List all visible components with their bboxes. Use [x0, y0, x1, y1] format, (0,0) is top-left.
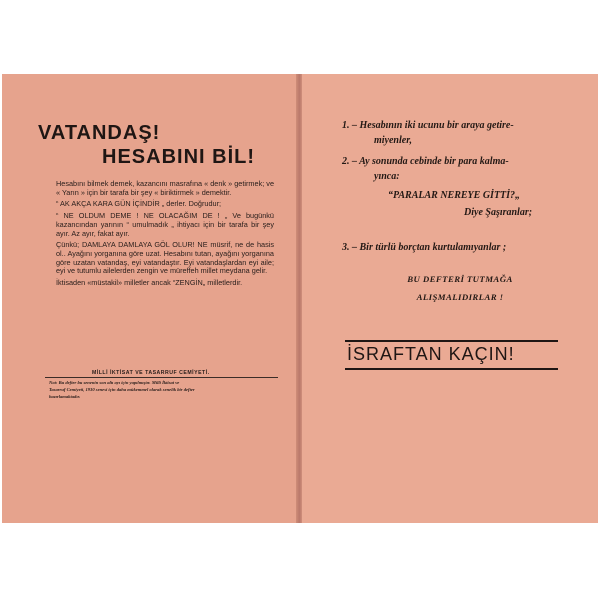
footnote-line-1: Not: Bu defter bu senenin son altı ayı için yapılmıştır. Milli İktisat ve: [49, 380, 180, 385]
item-3-number: 3. –: [342, 242, 357, 253]
item-1-line-2: miyenler,: [374, 135, 413, 146]
title-line-1: VATANDAŞ!: [38, 122, 161, 144]
item-2-line-1: Ay sonunda cebinde bir para kalma-: [359, 156, 509, 167]
left-page: [2, 74, 297, 523]
item-2-line-2: yınca:: [374, 171, 400, 182]
title-line-2: HESABINI BİL!: [102, 146, 255, 168]
right-page: [302, 74, 598, 523]
booklet-spread: [2, 74, 598, 523]
paragraph-1: Hesabını bilmek demek, kazancını masrafına « denk » getirmek; ve « Yarın » için bir tarafa bir şey « biriktirmek » demektir.: [56, 179, 274, 197]
slogan-rule-bottom: [345, 368, 558, 370]
paragraph-2: “ AK AKÇA KARA GÜN İÇİNDİR „ derler. Doğrudur;: [56, 199, 222, 209]
paragraph-5: İktisaden «müstakil» milletler ancak “ZENGİN„ milletlerdir.: [56, 278, 243, 288]
diye-text: Diye Şaşıranlar;: [464, 207, 533, 218]
slogan: İSRAFTAN KAÇIN!: [347, 344, 515, 364]
defter-line-2: ALIŞMALIDIRLAR !: [416, 292, 504, 302]
list-item-3: [342, 240, 586, 255]
defter-line-1: BU DEFTERİ TUTMAĞA: [407, 274, 513, 284]
paragraph-4: Çünkü; DAMLAYA DAMLAYA GÖL OLUR! NE müsrif, ne de hasis ol.. Ayağını yorganına göre uzat. Hesabını tutan, ayağını yorganına göre uzatan vatandaş, eyi vatandaştır. Eyi vatandaşlardan eyi aile; eyi ve tutumlu ailelerden zengin ve müreffeh millet meydana gelir.: [56, 240, 274, 276]
body-text: [56, 180, 274, 291]
society-name: MİLLİ İKTİSAT VE TASARRUF CEMİYETİ.: [92, 370, 210, 376]
list-item-1: [342, 118, 578, 148]
item-1-number: 1. –: [342, 120, 357, 131]
footnote-line-3: hazırlamaktadır.: [49, 393, 81, 399]
item-1-line-1: Hesabının iki ucunu bir araya getire-: [359, 120, 514, 131]
slogan-rule-top: [345, 340, 558, 342]
paralar-quote: “PARALAR NEREYE GİTTİ?„: [388, 190, 521, 201]
divider: [45, 377, 278, 378]
paragraph-3: “ NE OLDUM DEME ! NE OLACAĞIM DE ! „ Ve bugünkü kazancından yarının “ umulmadık „ ihtiyacı için bir tarafa bir şey ayır. Az ayır, fakat ayır.: [56, 211, 274, 238]
item-3-text: Bir türlü borçtan kurtulamıyanlar ;: [359, 242, 507, 253]
footnote: [49, 380, 274, 400]
list-item-2: [342, 154, 578, 184]
footnote-line-2: Tasarruf Cemiyeti, 1930 senesi için daha mükemmel olarak senelik bir defter: [49, 386, 195, 392]
item-2-number: 2. –: [342, 156, 357, 167]
